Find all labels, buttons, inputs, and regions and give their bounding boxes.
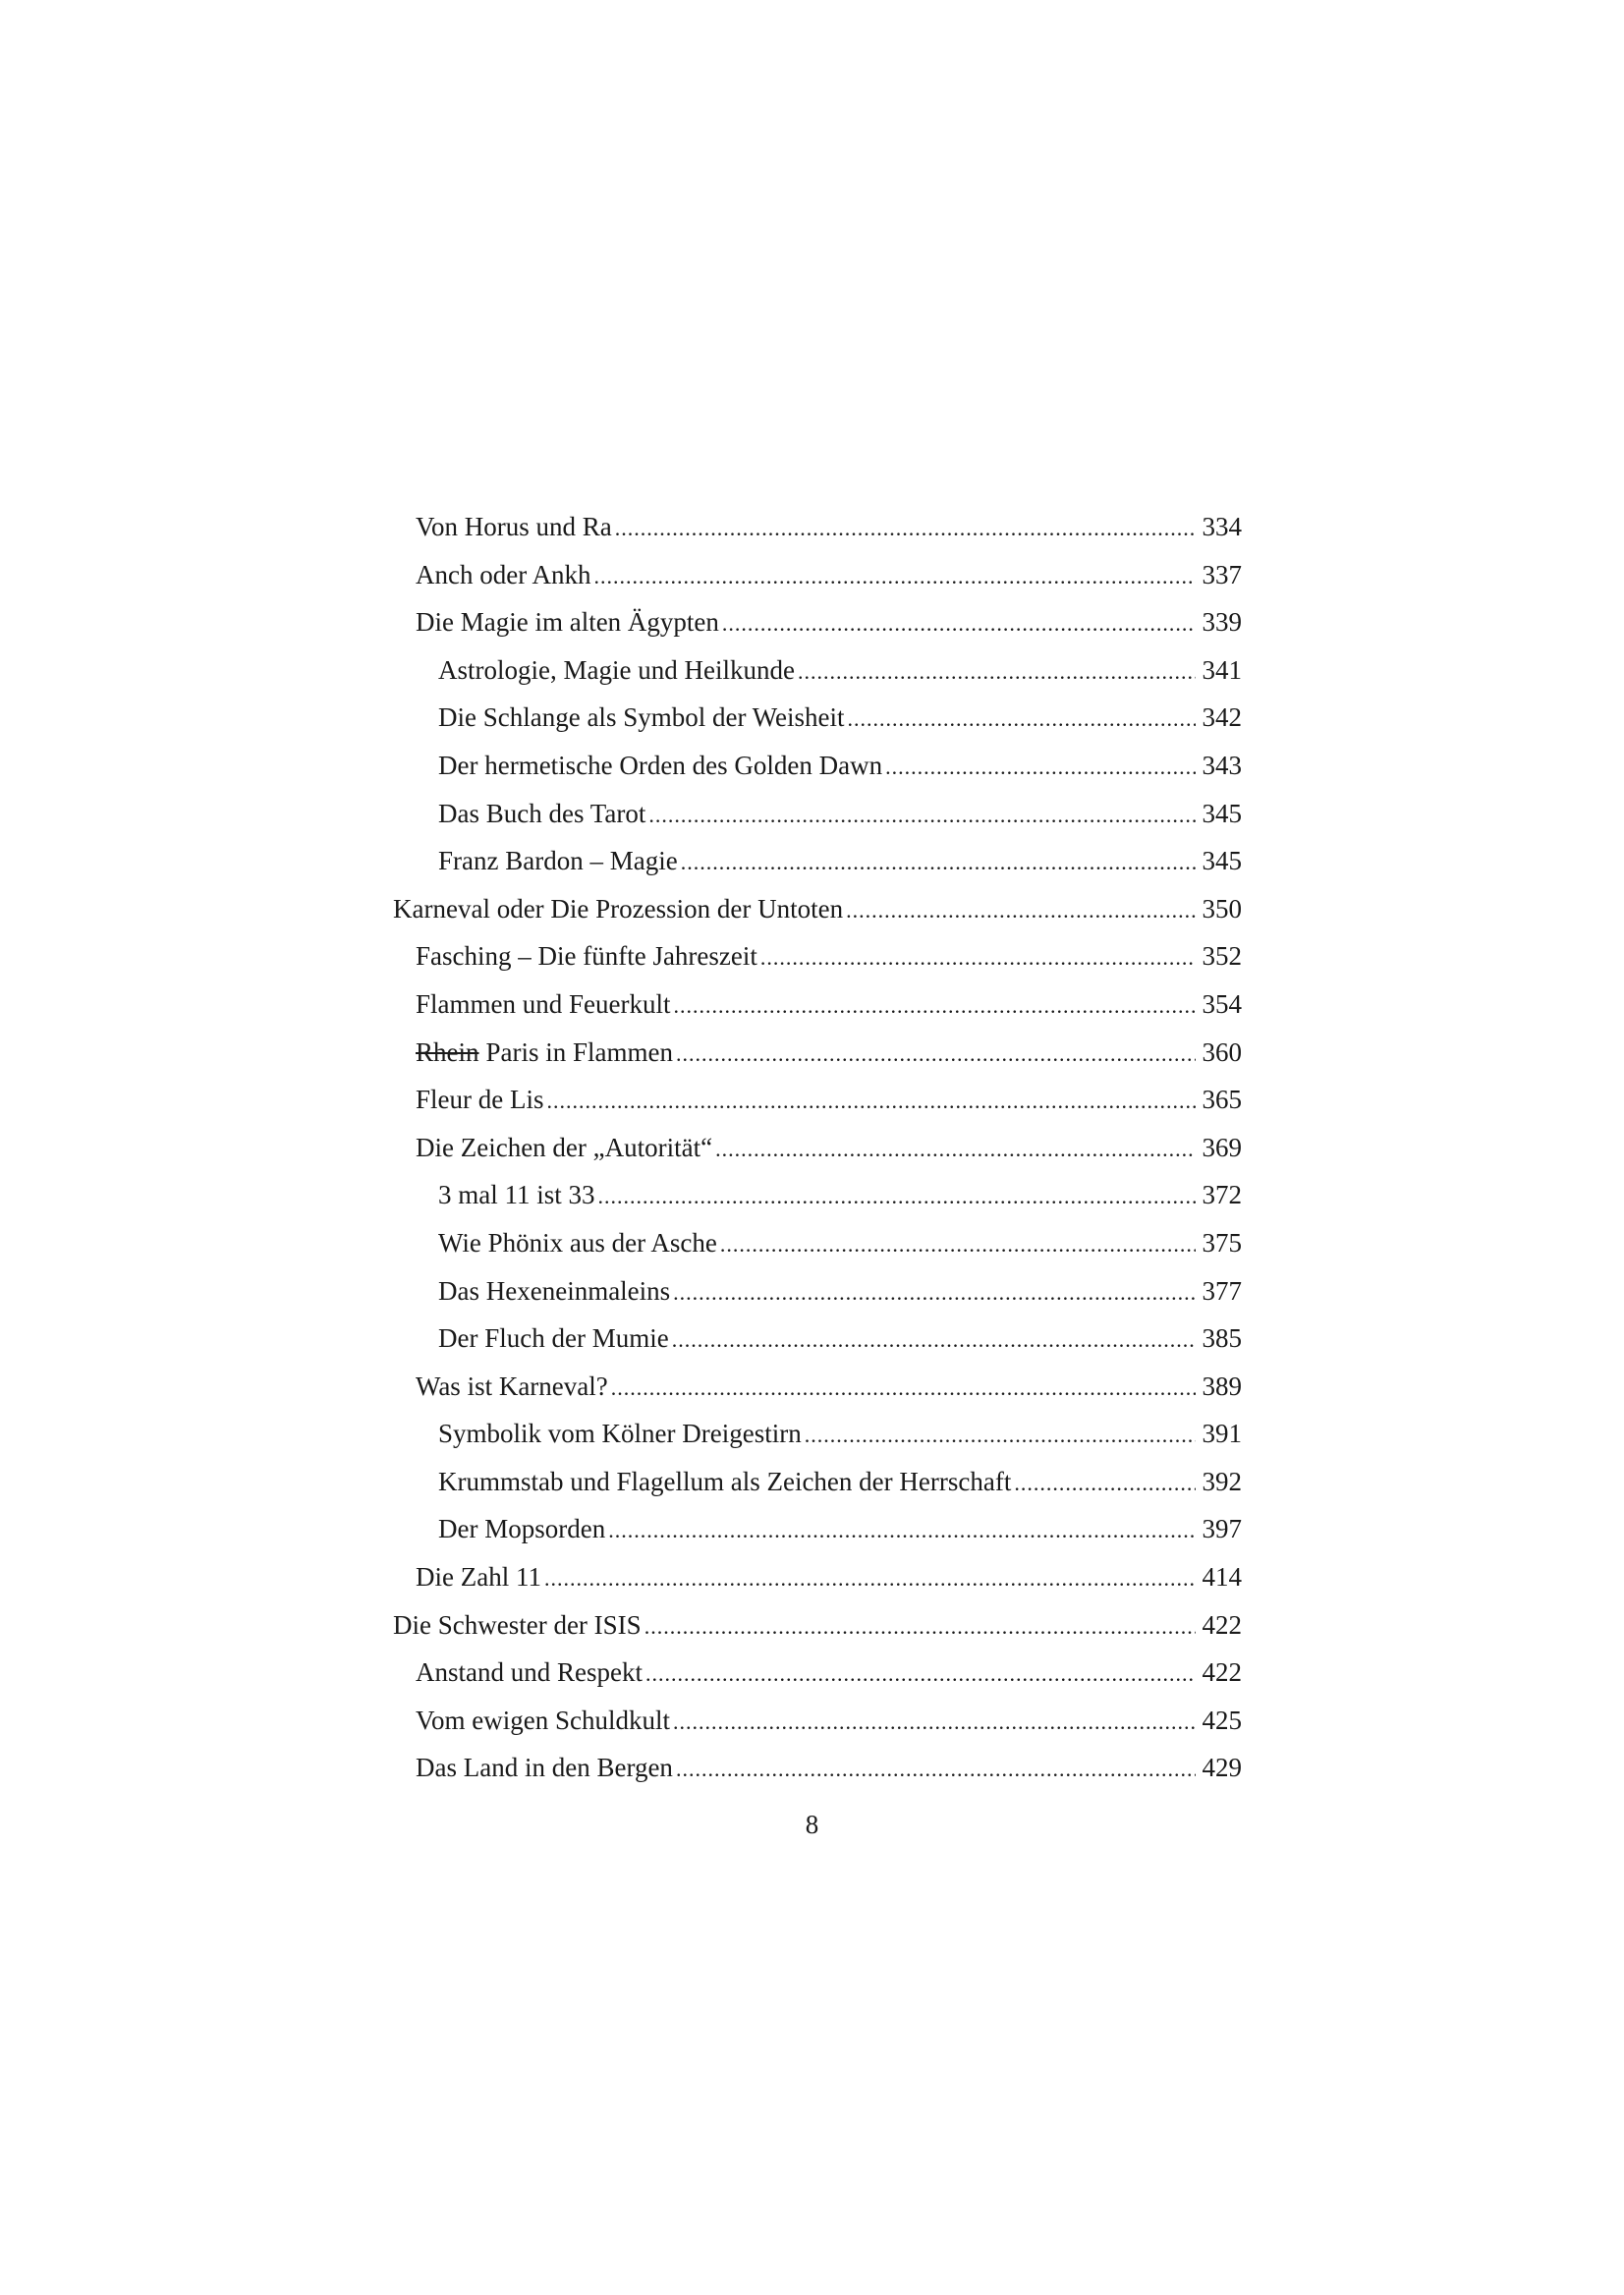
toc-entry (393, 1458, 1242, 1506)
toc-entry-title (416, 1076, 543, 1124)
toc-entry-title (438, 1458, 1011, 1506)
toc-entry-title (438, 1410, 802, 1458)
toc-entry (393, 837, 1242, 885)
toc-entry-page: 342 (1202, 702, 1242, 733)
toc-entry-title (438, 742, 882, 790)
toc-entry-title-text: Vom ewigen Schuldkult (416, 1705, 670, 1735)
dot-leader (544, 1555, 1196, 1603)
toc-entry-title (416, 932, 757, 980)
toc-entry-page: 341 (1202, 654, 1242, 685)
toc-entry-title (416, 1363, 608, 1411)
toc-entry-page: 337 (1202, 559, 1242, 589)
toc-entry-title (416, 1697, 670, 1745)
toc-entry-title (438, 837, 678, 885)
toc-entry-page: 365 (1202, 1085, 1242, 1115)
dot-leader (593, 553, 1196, 601)
dot-leader (846, 887, 1196, 935)
dot-leader (648, 792, 1196, 840)
toc-entry-title-text: Der Mopsorden (438, 1514, 606, 1544)
toc-entry-title-text: Symbolik vom Kölner Dreigestirn (438, 1419, 802, 1449)
toc-entry-title-text: Anstand und Respekt (416, 1657, 643, 1688)
toc-entry-title-text: Das Hexeneinmaleins (438, 1275, 671, 1306)
toc-entry (393, 1267, 1242, 1315)
dot-leader (681, 839, 1196, 887)
toc-entry-title (393, 885, 843, 933)
toc-entry (393, 1171, 1242, 1219)
toc-entry-title-text: Die Zeichen der „Autorität“ (416, 1132, 713, 1162)
dot-leader (885, 744, 1196, 792)
toc-entry-title (416, 1029, 673, 1077)
toc-entry (393, 1315, 1242, 1363)
toc-entry-page: 345 (1202, 798, 1242, 828)
table-of-contents (393, 503, 1242, 1792)
toc-entry-page: 350 (1202, 893, 1242, 924)
toc-entry-title-text: Krummstab und Flagellum als Zeichen der Herrschaft (438, 1466, 1012, 1496)
dot-leader (722, 600, 1196, 648)
dot-leader (611, 1365, 1196, 1413)
dot-leader (676, 1746, 1196, 1794)
toc-entry-page: 392 (1202, 1466, 1242, 1496)
toc-entry-title-text: Karneval oder Die Prozession der Untoten (393, 893, 844, 924)
dot-leader (805, 1412, 1196, 1460)
struck-through-word: Rhein (416, 1036, 479, 1067)
toc-entry-title-text: Der hermetische Orden des Golden Dawn (438, 750, 883, 780)
toc-entry-title-text: Fleur de Lis (416, 1085, 544, 1115)
dot-leader (673, 1269, 1196, 1317)
toc-entry-title-text: Das Buch des Tarot (438, 798, 646, 828)
toc-entry-title (438, 1267, 670, 1315)
dot-leader (598, 1173, 1197, 1221)
toc-entry-page: 375 (1202, 1227, 1242, 1258)
toc-entry-title (393, 1601, 642, 1650)
toc-entry-page: 369 (1202, 1132, 1242, 1162)
toc-entry (393, 1219, 1242, 1267)
toc-entry-title-text: Astrologie, Magie und Heilkunde (438, 654, 795, 685)
toc-entry-page: 377 (1202, 1275, 1242, 1306)
toc-entry-title (438, 1219, 717, 1267)
toc-entry-title-text: Wie Phönix aus der Asche (438, 1227, 717, 1258)
toc-entry-title (416, 551, 590, 599)
toc-entry-page: 339 (1202, 607, 1242, 638)
dot-leader (673, 982, 1196, 1031)
toc-entry (393, 1363, 1242, 1411)
toc-entry-title-text: Die Schwester der ISIS (393, 1609, 642, 1640)
toc-entry-title-text: Anch oder Ankh (416, 559, 591, 589)
toc-entry (393, 1697, 1242, 1745)
toc-entry (393, 1649, 1242, 1697)
dot-leader (644, 1603, 1196, 1651)
dot-leader (673, 1699, 1196, 1747)
toc-entry (393, 598, 1242, 646)
toc-entry-page: 343 (1202, 750, 1242, 780)
toc-entry (393, 1124, 1242, 1172)
dot-leader (645, 1651, 1196, 1699)
toc-entry-title (438, 1505, 605, 1553)
toc-entry-title (438, 1171, 595, 1219)
toc-entry-title-text: 3 mal 11 ist 33 (438, 1180, 595, 1210)
toc-entry-title-text: Der Fluch der Mumie (438, 1323, 669, 1354)
toc-entry-page: 391 (1202, 1419, 1242, 1449)
toc-entry (393, 1410, 1242, 1458)
toc-entry (393, 1029, 1242, 1077)
toc-entry-title-text: Was ist Karneval? (416, 1371, 608, 1401)
toc-entry-title (416, 503, 612, 551)
toc-entry-title (438, 694, 845, 742)
toc-entry-title (416, 1649, 643, 1697)
toc-entry-page: 422 (1202, 1657, 1242, 1688)
toc-entry-title-text: Das Land in den Bergen (416, 1753, 673, 1783)
dot-leader (676, 1031, 1196, 1079)
toc-entry (393, 646, 1242, 695)
dot-leader (760, 934, 1196, 982)
toc-entry-title-text: Flammen und Feuerkult (416, 988, 671, 1019)
toc-entry-page: 372 (1202, 1180, 1242, 1210)
toc-entry-page: 425 (1202, 1705, 1242, 1735)
dot-leader (546, 1078, 1196, 1126)
toc-entry-title (438, 1315, 669, 1363)
toc-entry (393, 790, 1242, 838)
toc-entry (393, 1076, 1242, 1124)
toc-entry (393, 932, 1242, 980)
dot-leader (715, 1126, 1196, 1174)
toc-entry (393, 1553, 1242, 1601)
toc-entry-title-text: Die Schlange als Symbol der Weisheit (438, 702, 845, 733)
toc-entry (393, 503, 1242, 551)
toc-entry (393, 980, 1242, 1029)
toc-entry (393, 1601, 1242, 1650)
toc-entry-title-text: Die Magie im alten Ägypten (416, 607, 719, 638)
toc-entry-page: 352 (1202, 941, 1242, 972)
toc-entry-title (438, 646, 795, 695)
toc-entry (393, 1744, 1242, 1792)
toc-entry-page: 422 (1202, 1609, 1242, 1640)
toc-entry-page: 389 (1202, 1371, 1242, 1401)
toc-entry-title-text: Die Zahl 11 (416, 1562, 541, 1593)
toc-entry (393, 551, 1242, 599)
dot-leader (798, 648, 1196, 697)
toc-entry-title (416, 980, 670, 1029)
toc-entry-title (416, 1553, 541, 1601)
toc-entry (393, 742, 1242, 790)
toc-entry-title (438, 790, 645, 838)
toc-entry (393, 694, 1242, 742)
dot-leader (608, 1507, 1196, 1555)
dot-leader (848, 696, 1196, 744)
toc-entry-title (416, 1124, 712, 1172)
toc-entry-page: 334 (1202, 512, 1242, 541)
toc-entry (393, 1505, 1242, 1553)
toc-entry (393, 885, 1242, 933)
toc-entry-title-text: Franz Bardon – Magie (438, 846, 678, 876)
toc-entry-page: 429 (1202, 1753, 1242, 1783)
toc-entry-page: 345 (1202, 846, 1242, 876)
toc-entry-page: 360 (1202, 1036, 1242, 1067)
dot-leader (615, 505, 1196, 553)
toc-entry-title (416, 1744, 673, 1792)
toc-entry-title-text: Paris in Flammen (485, 1036, 673, 1067)
toc-entry-title-text: Fasching – Die fünfte Jahreszeit (416, 941, 757, 972)
page-number: 8 (805, 1810, 819, 1839)
toc-entry-title-text: Von Horus und Ra (416, 512, 612, 541)
dot-leader (720, 1221, 1196, 1269)
toc-entry-page: 414 (1202, 1562, 1242, 1593)
dot-leader (1014, 1460, 1196, 1508)
toc-entry-title (416, 598, 719, 646)
toc-entry-page: 385 (1202, 1323, 1242, 1354)
dot-leader (672, 1316, 1196, 1365)
toc-entry-page: 354 (1202, 988, 1242, 1019)
toc-entry-page: 397 (1202, 1514, 1242, 1544)
